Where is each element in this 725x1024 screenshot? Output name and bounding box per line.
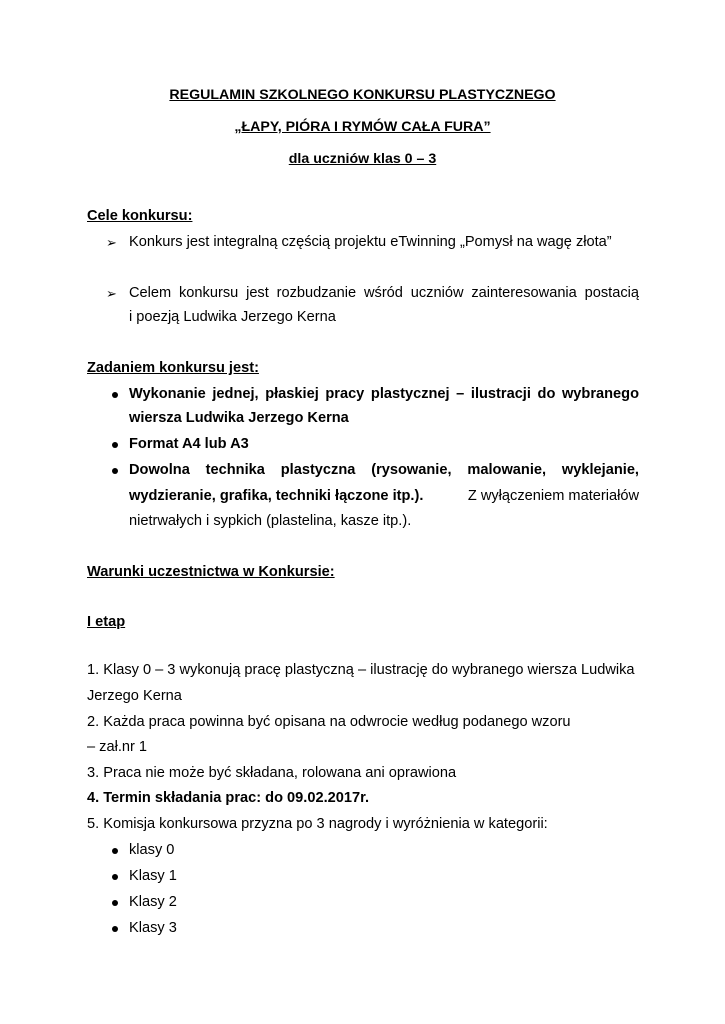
category-item: Klasy 2 xyxy=(129,894,177,910)
arrow-bullet-icon: ➢ xyxy=(106,286,117,301)
task-item-3-line-2-rest: Z wyłączeniem materiałów xyxy=(467,488,639,504)
bullet-icon xyxy=(112,468,118,474)
condition-5: 5. Komisja konkursowa przyzna po 3 nagrody i wyróżnienia w kategorii: xyxy=(87,816,548,832)
arrow-bullet-icon: ➢ xyxy=(106,235,117,250)
conditions-heading: Warunki uczestnictwa w Konkursie: xyxy=(87,564,335,580)
bullet-icon xyxy=(112,848,118,854)
task-item-1-line-2: wiersza Ludwika Jerzego Kerna xyxy=(129,410,349,426)
task-item-2: Format A4 lub A3 xyxy=(129,436,249,452)
task-item-1-line-1: Wykonanie jednej, płaskiej pracy plastycznej – ilustracji do wybranego xyxy=(129,386,639,402)
category-item: Klasy 1 xyxy=(129,868,177,884)
condition-1-line-1: 1. Klasy 0 – 3 wykonują pracę plastyczną – ilustrację do wybranego wiersza Ludwika xyxy=(87,662,635,678)
goal-item-1: Konkurs jest integralną częścią projektu eTwinning „Pomysł na wagę złota” xyxy=(129,234,612,250)
category-item: Klasy 3 xyxy=(129,920,177,936)
contest-name: „ŁAPY, PIÓRA I RYMÓW CAŁA FURA” xyxy=(234,119,491,135)
goals-heading: Cele konkursu: xyxy=(87,208,193,224)
bullet-icon xyxy=(112,442,118,448)
audience-subtitle: dla uczniów klas 0 – 3 xyxy=(288,151,437,167)
condition-2-line-2: – zał.nr 1 xyxy=(87,739,148,755)
task-item-3-line-1: Dowolna technika plastyczna (rysowanie, malowanie, wyklejanie, xyxy=(129,462,639,478)
bullet-icon xyxy=(112,926,118,932)
goal-item-2-line-1: Celem konkursu jest rozbudzanie wśród uczniów zainteresowania postacią xyxy=(129,285,639,301)
task-item-3-line-2-bold: wydzieranie, grafika, techniki łączone itp.). xyxy=(129,488,424,504)
goal-item-2-line-2: i poezją Ludwika Jerzego Kerna xyxy=(129,309,336,325)
condition-4-deadline: 4. Termin składania prac: do 09.02.2017r. xyxy=(87,790,370,806)
condition-2-line-1: 2. Każda praca powinna być opisana na odwrocie według podanego wzoru xyxy=(87,714,571,730)
document-title: REGULAMIN SZKOLNEGO KONKURSU PLASTYCZNEGO xyxy=(169,87,556,103)
condition-1-line-2: Jerzego Kerna xyxy=(87,688,182,704)
task-item-3-line-3: nietrwałych i sypkich (plastelina, kasze itp.). xyxy=(129,513,412,529)
task-heading: Zadaniem konkursu jest: xyxy=(87,360,259,376)
bullet-icon xyxy=(112,392,118,398)
category-item: klasy 0 xyxy=(129,842,175,858)
bullet-icon xyxy=(112,900,118,906)
stage-heading: I etap xyxy=(87,614,126,630)
condition-3: 3. Praca nie może być składana, rolowana ani oprawiona xyxy=(87,765,457,781)
bullet-icon xyxy=(112,874,118,880)
task-item-3-line-2 xyxy=(129,488,639,504)
